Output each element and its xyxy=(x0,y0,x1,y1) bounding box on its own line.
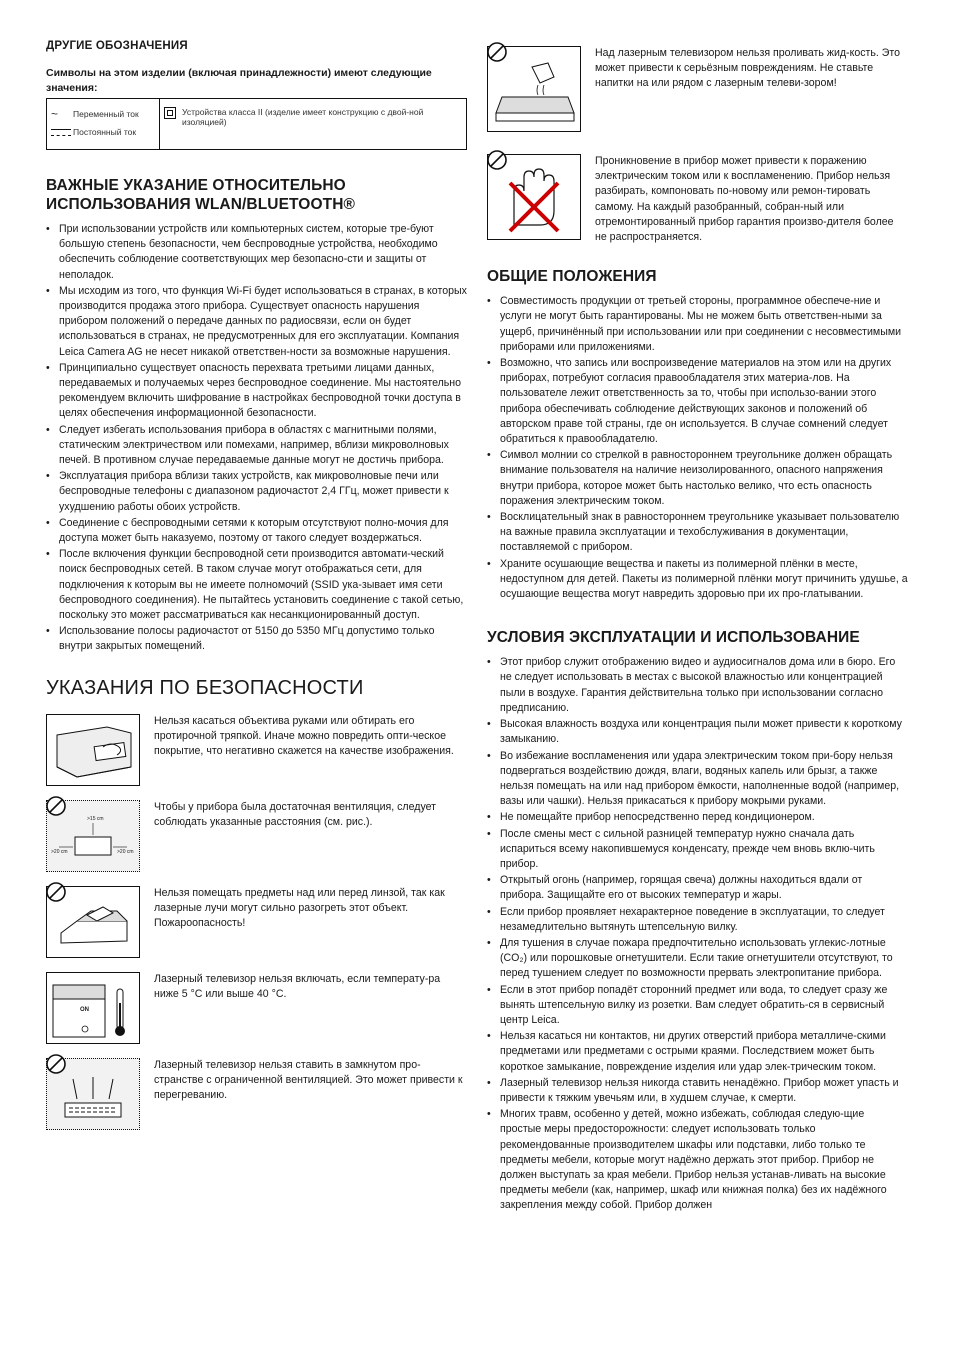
class2-label: Устройства класса II (изделие имеет конструкцию с двой-ной изоляцией) xyxy=(182,107,424,127)
hand-wiping-lens-icon xyxy=(46,714,140,786)
list-item: • Использование полосы радиочастот от 5150 до 5350 МГц допустимо только внутри закрытых помещений. xyxy=(46,624,467,654)
distance-right-label: >20 cm xyxy=(117,848,134,855)
list-item: • Лазерный телевизор нельзя никогда ставить ненадёжно. Прибор может упасть и привести к тяжким увечьям или, в худшем случае, к смерти. xyxy=(487,1076,908,1106)
safety-item-objects xyxy=(46,886,467,958)
list-item: • Во избежание воспламенения или удара электрическим током при-бору нельзя подвергаться воздействию дождя, влаги, водяных капель или брызг, а также нельзя помещать на или над прибором ёмкости, наполненные водой (например, вазы или чашки). Нельзя прикасаться к прибору мокрыми руками. xyxy=(487,749,908,810)
temperature-limit-icon xyxy=(46,972,140,1044)
safety-text: Чтобы у прибора была достаточная вентиляция, следует соблюдать указанные расстояния (см. рис.). xyxy=(154,800,437,828)
general-list xyxy=(487,294,908,602)
on-label: ON xyxy=(80,1006,89,1013)
warning-liquids xyxy=(487,46,908,132)
distance-top-label: >15 cm xyxy=(87,815,104,822)
list-item: • Открытый огонь (например, горящая свеча) должны находиться вдали от прибора. Защищайте его от высоких температур и жары. xyxy=(487,873,908,903)
no-disassembly-icon xyxy=(487,154,581,240)
list-item: • Не помещайте прибор непосредственно перед кондиционером. xyxy=(487,810,908,825)
list-item: • Следует избегать использования прибора в областях с магнитными полями, статическим электричеством или помехами, например, вблизи микроволновых печей. В противном случае передаваемые данные могут не достичь прибора. xyxy=(46,423,467,469)
warning-text: Над лазерным телевизором нельзя проливать жид-кость. Это может привести к серьёзным повреждениям. Не ставьте напитки на или рядом с лазерным телеви-зором! xyxy=(595,47,901,90)
list-item: • Мы исходим из того, что функция Wi-Fi будет использоваться в странах, в которых производится продажа этого прибора. Существует опасность нарушения прибором положений о передаче данных по радиосвязи, если он будет использоваться в странах, не предусмотренных для его эксплуатации. Компания Leica Camera AG не несет никакой ответствен-ности за возможные нарушения. xyxy=(46,284,467,360)
list-item: • При использовании устройств или компьютерных систем, которые тре-буют большую степень безопасности, чем беспроводные устройства, необходимо обеспечить соблюдение соответствующих мер безопасно-сти и защиты от неполадок. xyxy=(46,222,467,283)
warning-text: Проникновение в прибор может привести к поражению электрическим током или к воспламенению. Прибор нельзя разбирать, компоновать по-новому или ремон-тировать самому. На каждый разобранный, собран-ный или отремонтированный прибор гарантия произво-дителя более не распространяется. xyxy=(595,155,894,244)
ac-symbol-icon: ~ xyxy=(51,107,59,121)
right-column xyxy=(487,46,908,1215)
list-item: • Если прибор проявляет нехарактерное поведение в эксплуатации, то следует незамедлительно вытянуть штепсельную вилку. xyxy=(487,905,908,935)
ac-row xyxy=(51,107,155,121)
ac-label: Переменный ток xyxy=(73,109,139,119)
safety-text: Лазерный телевизор нельзя ставить в замкнутом про-странстве с ограниченной вентиляцией. Это может привести к перегреванию. xyxy=(154,1058,463,1102)
list-item: • Совместимость продукции от третьей стороны, программное обеспече-ние и услуги не могут быть гарантированы. Мы не можем быть ответствен-ными за ущерб, причинённый при использовании или при соединении с несовместимыми приборами или приложениями. xyxy=(487,294,908,355)
safety-item-lens xyxy=(46,714,467,786)
list-item: • Этот прибор служит отображению видео и аудиосигналов дома или в бюро. Его не следует использовать в местах с высокой влажностью или концентрацией пыли в воздухе. Гарантия действительна только при использовании согласно предписанию. xyxy=(487,655,908,716)
ventilation-distance-icon xyxy=(46,800,140,872)
class2-symbol-icon xyxy=(164,107,176,119)
safety-heading: УКАЗАНИЯ ПО БЕЗОПАСНОСТИ xyxy=(46,676,364,699)
list-item: • Восклицательный знак в равностороннем треугольнике указывает пользователю на важные правила эксплуатации и техобслуживания в документации, поставляемой с прибором. xyxy=(487,510,908,556)
list-item: • Храните осушающие вещества и пакеты из полимерной плёнки в месте, недоступном для детей. Пакеты из полимерной плёнки могут причинить удушье, а осушающие вещества могут навредить здоровью при их про-глатывании. xyxy=(487,557,908,603)
conditions-heading: УСЛОВИЯ ЭКСПЛУАТАЦИИ И ИСПОЛЬЗОВАНИЕ xyxy=(487,629,860,647)
list-item: • После смены мест с сильной разницей температур нужно сначала дать испариться всему накопившемуся конденсату, прежде чем вновь вклю-чить прибор. xyxy=(487,827,908,873)
list-item: • Возможно, что запись или воспроизведение материалов на этом или на других приборах, потребуют согласия правообладателя этих материа-лов. На пользователе лежит ответственность за то, чтобы при использо-вании этого прибора обеспечивать соблюдение действующих законов и положений об авторском праве той страны, где он используется. В случае сомнений следует обратиться к правообладателю. xyxy=(487,356,908,447)
symbols-table xyxy=(46,98,467,150)
dc-symbol-icon xyxy=(51,129,71,136)
list-item: • Нельзя касаться ни контактов, ни других отверстий прибора металличе-скими предметами или предметами с острыми краями. Последствием может быть короткое замыкание, повреждение изделия или удар элек-трическим током. xyxy=(487,1029,908,1075)
wlan-list xyxy=(46,222,467,655)
distance-left-label: >20 cm xyxy=(51,848,68,855)
list-item: • Эксплуатация прибора вблизи таких устройств, как микроволновые печи или беспроводные телефоны с диапазоном радиочастот 2,4 ГГц, может привести к ухудшению работы обоих устройств. xyxy=(46,469,467,515)
safety-text: Нельзя помещать предметы над или перед линзой, так как лазерные лучи могут сильно разогреть этот объект. Пожароопасность! xyxy=(154,886,445,930)
enclosed-space-icon xyxy=(46,1058,140,1130)
dc-row xyxy=(51,127,155,137)
class2-row xyxy=(164,107,462,127)
symbols-intro: Символы на этом изделии (включая принадлежности) имеют следующие значения: xyxy=(46,67,432,94)
list-item: • Многих травм, особенно у детей, можно избежать, соблюдая следую-щие простые меры предосторожности: следует использовать только рекомендованные производителем шкафы или подставки, либо только те предметы мебели, которые могут надёжно держать этот прибор. Прибор не должен выступать за края мебели. Прибор нельзя устанав-ливать на высокие предметы мебели (как, например, шкаф или книжная полка) без их надёжного закрепления между собой. Прибор должен xyxy=(487,1107,908,1213)
safety-item-enclosed xyxy=(46,1058,467,1130)
list-item: • Если в этот прибор попадёт сторонний предмет или вода, то следует сразу же вынять штепсельную вилку из розетки. Вам следует обратить-ся в сервисный центр Leica. xyxy=(487,983,908,1029)
conditions-list xyxy=(487,655,908,1213)
list-item: • Соединение с беспроводными сетями к которым отсутствуют полно-мочия для доступа может быть наказуемо, поэтому от такого следует воздержаться. xyxy=(46,516,467,546)
wlan-heading: ВАЖНЫЕ УКАЗАНИЕ ОТНОСИТЕЛЬНО ИСПОЛЬЗОВАНИЯ WLAN/BLUETOOTH® xyxy=(46,177,356,213)
dc-label: Постоянный ток xyxy=(73,127,137,137)
safety-item-ventilation xyxy=(46,800,467,872)
list-item: • Для тушения в случае пожара предпочтительно использовать углекис-лотные (CO₂) или порошковые огнетушители. Если такие огнетушители отсутствуют, то перед тушением следует по возможности прервать электропитание прибора. xyxy=(487,936,908,982)
general-heading: ОБЩИЕ ПОЛОЖЕНИЯ xyxy=(487,268,657,286)
list-item: • Высокая влажность воздуха или концентрация пыли может привести к короткому замыканию. xyxy=(487,717,908,747)
list-item: • После включения функции беспроводной сети производится автомати-ческий поиск беспроводных сетей. В таком случае могут отображаться сети, для подключения к которым вы не имеете полномочий (SSID ука-зывает имя сети беспроводного соединения). Не пытайтесь установить соединение с такой сетью, поскольку это может рассматриваться как несанкционированный доступ. xyxy=(46,547,467,623)
list-item: • Принципиально существует опасность перехвата третьими лицами данных, передаваемых и получаемых через беспроводное соединение. Мы настоятельно рекомендуем включить шифрование в настройках беспроводной точки доступа в целях обеспечения информационной безопасности. xyxy=(46,361,467,422)
list-item: • Символ молнии со стрелкой в равностороннем треугольнике должен обращать внимание пользователя на наличие неизолированного, опасного напряжения внутри прибора, которое может быть настолько велико, что есть опасность поражения электрическим током. xyxy=(487,448,908,509)
safety-text: Нельзя касаться объектива руками или обтирать его протирочной тряпкой. Иначе можно повредить опти-ческое покрытие, что негативно скажется на качестве изображения. xyxy=(154,714,454,758)
warning-disassembly xyxy=(487,154,908,245)
no-objects-on-lens-icon xyxy=(46,886,140,958)
safety-text: Лазерный телевизор нельзя включать, если температу-ра ниже 5 °C или выше 40 °C. xyxy=(154,972,441,1000)
safety-item-temperature xyxy=(46,972,467,1044)
other-symbols-heading: ДРУГИЕ ОБОЗНАЧЕНИЯ xyxy=(46,40,188,52)
left-column xyxy=(46,40,467,1144)
no-liquids-icon xyxy=(487,46,581,132)
